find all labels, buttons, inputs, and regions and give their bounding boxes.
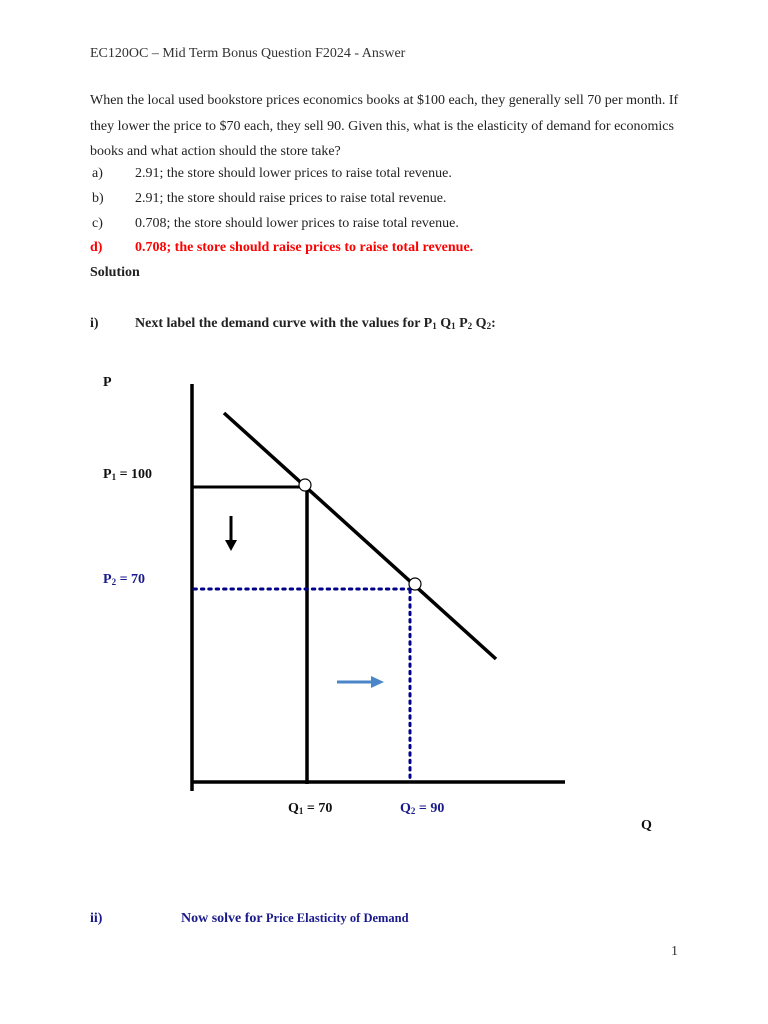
option-text: 0.708; the store should raise prices to raise total revenue. — [135, 240, 474, 255]
sub-2: 2 — [486, 321, 492, 331]
point-p2-q2 — [409, 578, 421, 590]
p1-label — [103, 467, 152, 483]
q1-value: = 70 — [303, 801, 333, 816]
q1-name: Q — [288, 801, 299, 816]
p2-sub: 2 — [111, 577, 117, 587]
question-text: When the local used bookstore prices economics books at $100 each, they generally sell 70 per month. If they lower the price to $70 each, they sell 90. Given this, what is the elasticity of demand for economics books and what action should the store take? — [90, 93, 679, 159]
step-ii-instruction — [181, 911, 409, 927]
option-letter: a) — [92, 166, 103, 181]
p2-label — [103, 572, 145, 588]
p2-name: P — [103, 572, 112, 587]
option-letter: d) — [90, 240, 103, 255]
step-i-q: Q — [436, 316, 452, 331]
q1-sub: 1 — [298, 806, 304, 816]
q2-name: Q — [400, 801, 411, 816]
option-text: 2.91; the store should raise prices to raise total revenue. — [135, 191, 447, 206]
q2-label — [400, 801, 444, 817]
step-i-q: Q — [472, 316, 487, 331]
option-text: 2.91; the store should lower prices to raise total revenue. — [135, 166, 452, 181]
step-ii-term: Price Elasticity of Demand — [265, 911, 409, 925]
p1-sub: 1 — [111, 472, 117, 482]
quantity-axis-label: Q — [641, 818, 652, 833]
step-i-colon: : — [491, 316, 496, 331]
step-i-number: i) — [90, 316, 99, 331]
option-text: 0.708; the store should lower prices to raise total revenue. — [135, 216, 459, 231]
sub-1: 1 — [432, 321, 437, 331]
q1-label — [288, 801, 332, 817]
document-header: EC120OC – Mid Term Bonus Question F2024 - Answer — [90, 46, 406, 61]
p1-value: = 100 — [116, 467, 153, 482]
q2-sub: 2 — [410, 806, 416, 816]
step-ii-number: ii) — [90, 911, 103, 926]
step-ii-text: Now solve for — [181, 911, 266, 926]
p1-name: P — [103, 467, 112, 482]
demand-curve — [224, 413, 496, 659]
point-p1-q1 — [299, 479, 311, 491]
price-axis-label: P — [103, 375, 112, 390]
sub-1: 1 — [451, 321, 456, 331]
arrow-down-icon — [225, 516, 237, 551]
page-number: 1 — [671, 944, 678, 959]
q2-value: = 90 — [415, 801, 445, 816]
sub-2: 2 — [467, 321, 473, 331]
solution-heading: Solution — [90, 265, 140, 280]
option-letter: b) — [92, 191, 104, 206]
step-i-text: Next label the demand curve with the values for P — [135, 316, 433, 331]
arrow-right-icon — [337, 676, 384, 688]
p2-value: = 70 — [116, 572, 146, 587]
option-letter: c) — [92, 216, 103, 231]
step-i-p: P — [455, 316, 468, 331]
